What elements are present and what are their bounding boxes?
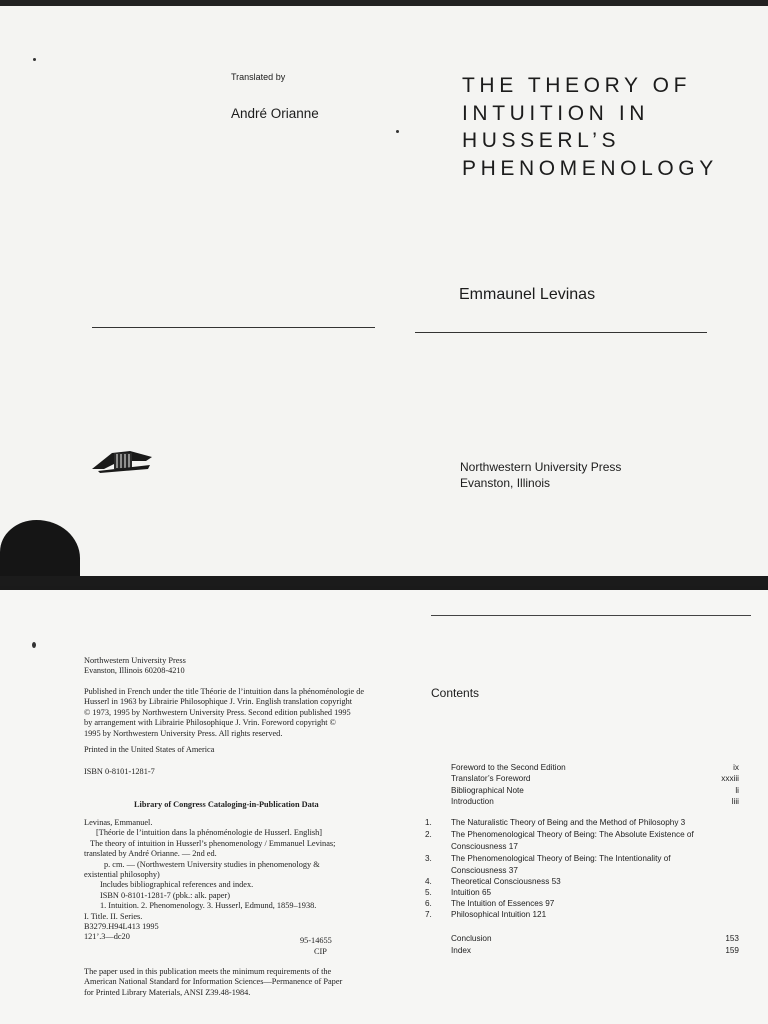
toc-entry-title: Introduction (451, 797, 494, 806)
chapter-number: 1. (425, 818, 432, 827)
paper-note-line: The paper used in this publication meets the minimum requirements of the (84, 967, 332, 976)
chapter-number: 3. (425, 854, 432, 863)
title-line: HUSSERL’S (462, 129, 621, 152)
cip-line: Includes bibliographical references and index. (100, 880, 254, 890)
toc-entry-page: liii (731, 797, 739, 806)
chapter-number: 4. (425, 877, 432, 886)
chapter-title: Philosophical Intuition 121 (451, 910, 547, 919)
press-address (84, 656, 186, 677)
address-line: Northwestern University Press (84, 656, 186, 665)
cip-heading: Library of Congress Cataloging-in-Publication Data (134, 800, 319, 809)
cip-line: existential philosophy) (84, 870, 160, 880)
cip-line: 121’.3—dc20 (84, 932, 130, 942)
contents-rule (431, 615, 751, 616)
paper-note-line: American National Standard for Information Sciences—Permanence of Paper (84, 977, 343, 987)
toc-entry-page: 153 (725, 934, 739, 943)
chapter-title: The Phenomenological Theory of Being: The Intentionality of (451, 854, 671, 863)
title-line: THE THEORY OF (462, 74, 691, 97)
publisher-logo-icon (90, 447, 158, 473)
toc-entry-page: ix (733, 763, 739, 772)
publication-line: 1995 by Northwestern University Press. All rights reserved. (84, 728, 283, 738)
toc-entry-title: Translator’s Foreword (451, 774, 531, 783)
publication-line: by arrangement with Librairie Philosophique J. Vrin. Foreword copyright © (84, 718, 336, 728)
chapter-number: 2. (425, 830, 432, 839)
isbn: ISBN 0-8101-1281-7 (84, 767, 155, 776)
cip-line: The theory of intuition in Husserl’s phenomenology / Emmanuel Levinas; (90, 838, 336, 848)
chapter-title-continued: Consciousness 37 (451, 866, 518, 875)
rule-left (92, 327, 375, 328)
chapter-number: 6. (425, 899, 432, 908)
title-line: PHENOMENOLOGY (462, 156, 718, 180)
contents-heading: Contents (431, 686, 480, 700)
toc-entry-title: Foreword to the Second Edition (451, 763, 566, 772)
rule-right (415, 332, 707, 333)
toc-entry-page: xxxiii (721, 774, 739, 783)
printed-line: Printed in the United States of America (84, 745, 215, 754)
publication-note (84, 687, 384, 739)
translated-by-label: Translated by (231, 72, 286, 82)
title-line: INTUITION IN (462, 101, 650, 125)
chapter-number: 7. (425, 910, 432, 919)
address-line: Evanston, Illinois 60208-4210 (84, 666, 185, 676)
translator-name: André Orianne (231, 106, 319, 121)
cip-line: B3279.H94L413 1995 (84, 922, 159, 932)
cip-line: Levinas, Emmanuel. (84, 818, 153, 827)
scan-speck (396, 130, 399, 133)
publication-line: Published in French under the title Théorie de l’intuition dans la phénoménologie de (84, 687, 365, 696)
scan-edge-bottom (0, 576, 768, 586)
cip-record (84, 818, 384, 943)
cip-line: I. Title. II. Series. (84, 911, 143, 921)
toc-entry-title: Conclusion (451, 934, 492, 943)
publication-line: © 1973, 1995 by Northwestern University Press. Second edition published 1995 (84, 707, 351, 717)
publisher-name: Northwestern University Press (460, 460, 622, 474)
scan-edge-top (0, 0, 768, 6)
cip-number: 95-14655 (300, 936, 332, 945)
chapter-title: Theoretical Consciousness 53 (451, 877, 561, 886)
author-name: Emmaunel Levinas (459, 286, 596, 303)
publisher-imprint (460, 459, 621, 491)
cip-line: ISBN 0-8101-1281-7 (pbk.: alk. paper) (100, 890, 230, 900)
toc-entry-page: li (735, 786, 739, 795)
chapter-title: The Intuition of Essences 97 (451, 899, 555, 908)
cip-label: CIP (314, 947, 327, 956)
publisher-city: Evanston, Illinois (460, 476, 551, 490)
chapter-title-continued: Consciousness 17 (451, 842, 518, 851)
cip-line: [Théorie de l’intuition dans la phénoménologie de Husserl. English] (96, 828, 323, 838)
toc-entry-title: Bibliographical Note (451, 786, 524, 795)
book-title (462, 72, 762, 182)
scan-speck (33, 58, 36, 61)
chapter-number: 5. (425, 888, 432, 897)
toc-entry-title: Index (451, 946, 472, 955)
chapter-title: The Naturalistic Theory of Being and the Method of Philosophy 3 (451, 818, 686, 827)
scan-speck (32, 642, 36, 648)
paper-note (84, 967, 384, 998)
paper-note-line: for Printed Library Materials, ANSI Z39.48-1984. (84, 987, 251, 997)
publication-line: Husserl in 1963 by Librairie Philosophique J. Vrin. English translation copyright (84, 697, 353, 707)
cip-line: p. cm. — (Northwestern University studies in phenomenology & (104, 859, 320, 869)
cip-line: 1. Intuition. 2. Phenomenology. 3. Husserl, Edmund, 1859–1938. (100, 901, 317, 911)
chapter-title: Intuition 65 (451, 888, 492, 897)
cip-line: translated by André Orianne. — 2nd ed. (84, 849, 217, 859)
chapter-title: The Phenomenological Theory of Being: The Absolute Existence of (451, 830, 694, 839)
toc-entry-page: 159 (725, 946, 739, 955)
